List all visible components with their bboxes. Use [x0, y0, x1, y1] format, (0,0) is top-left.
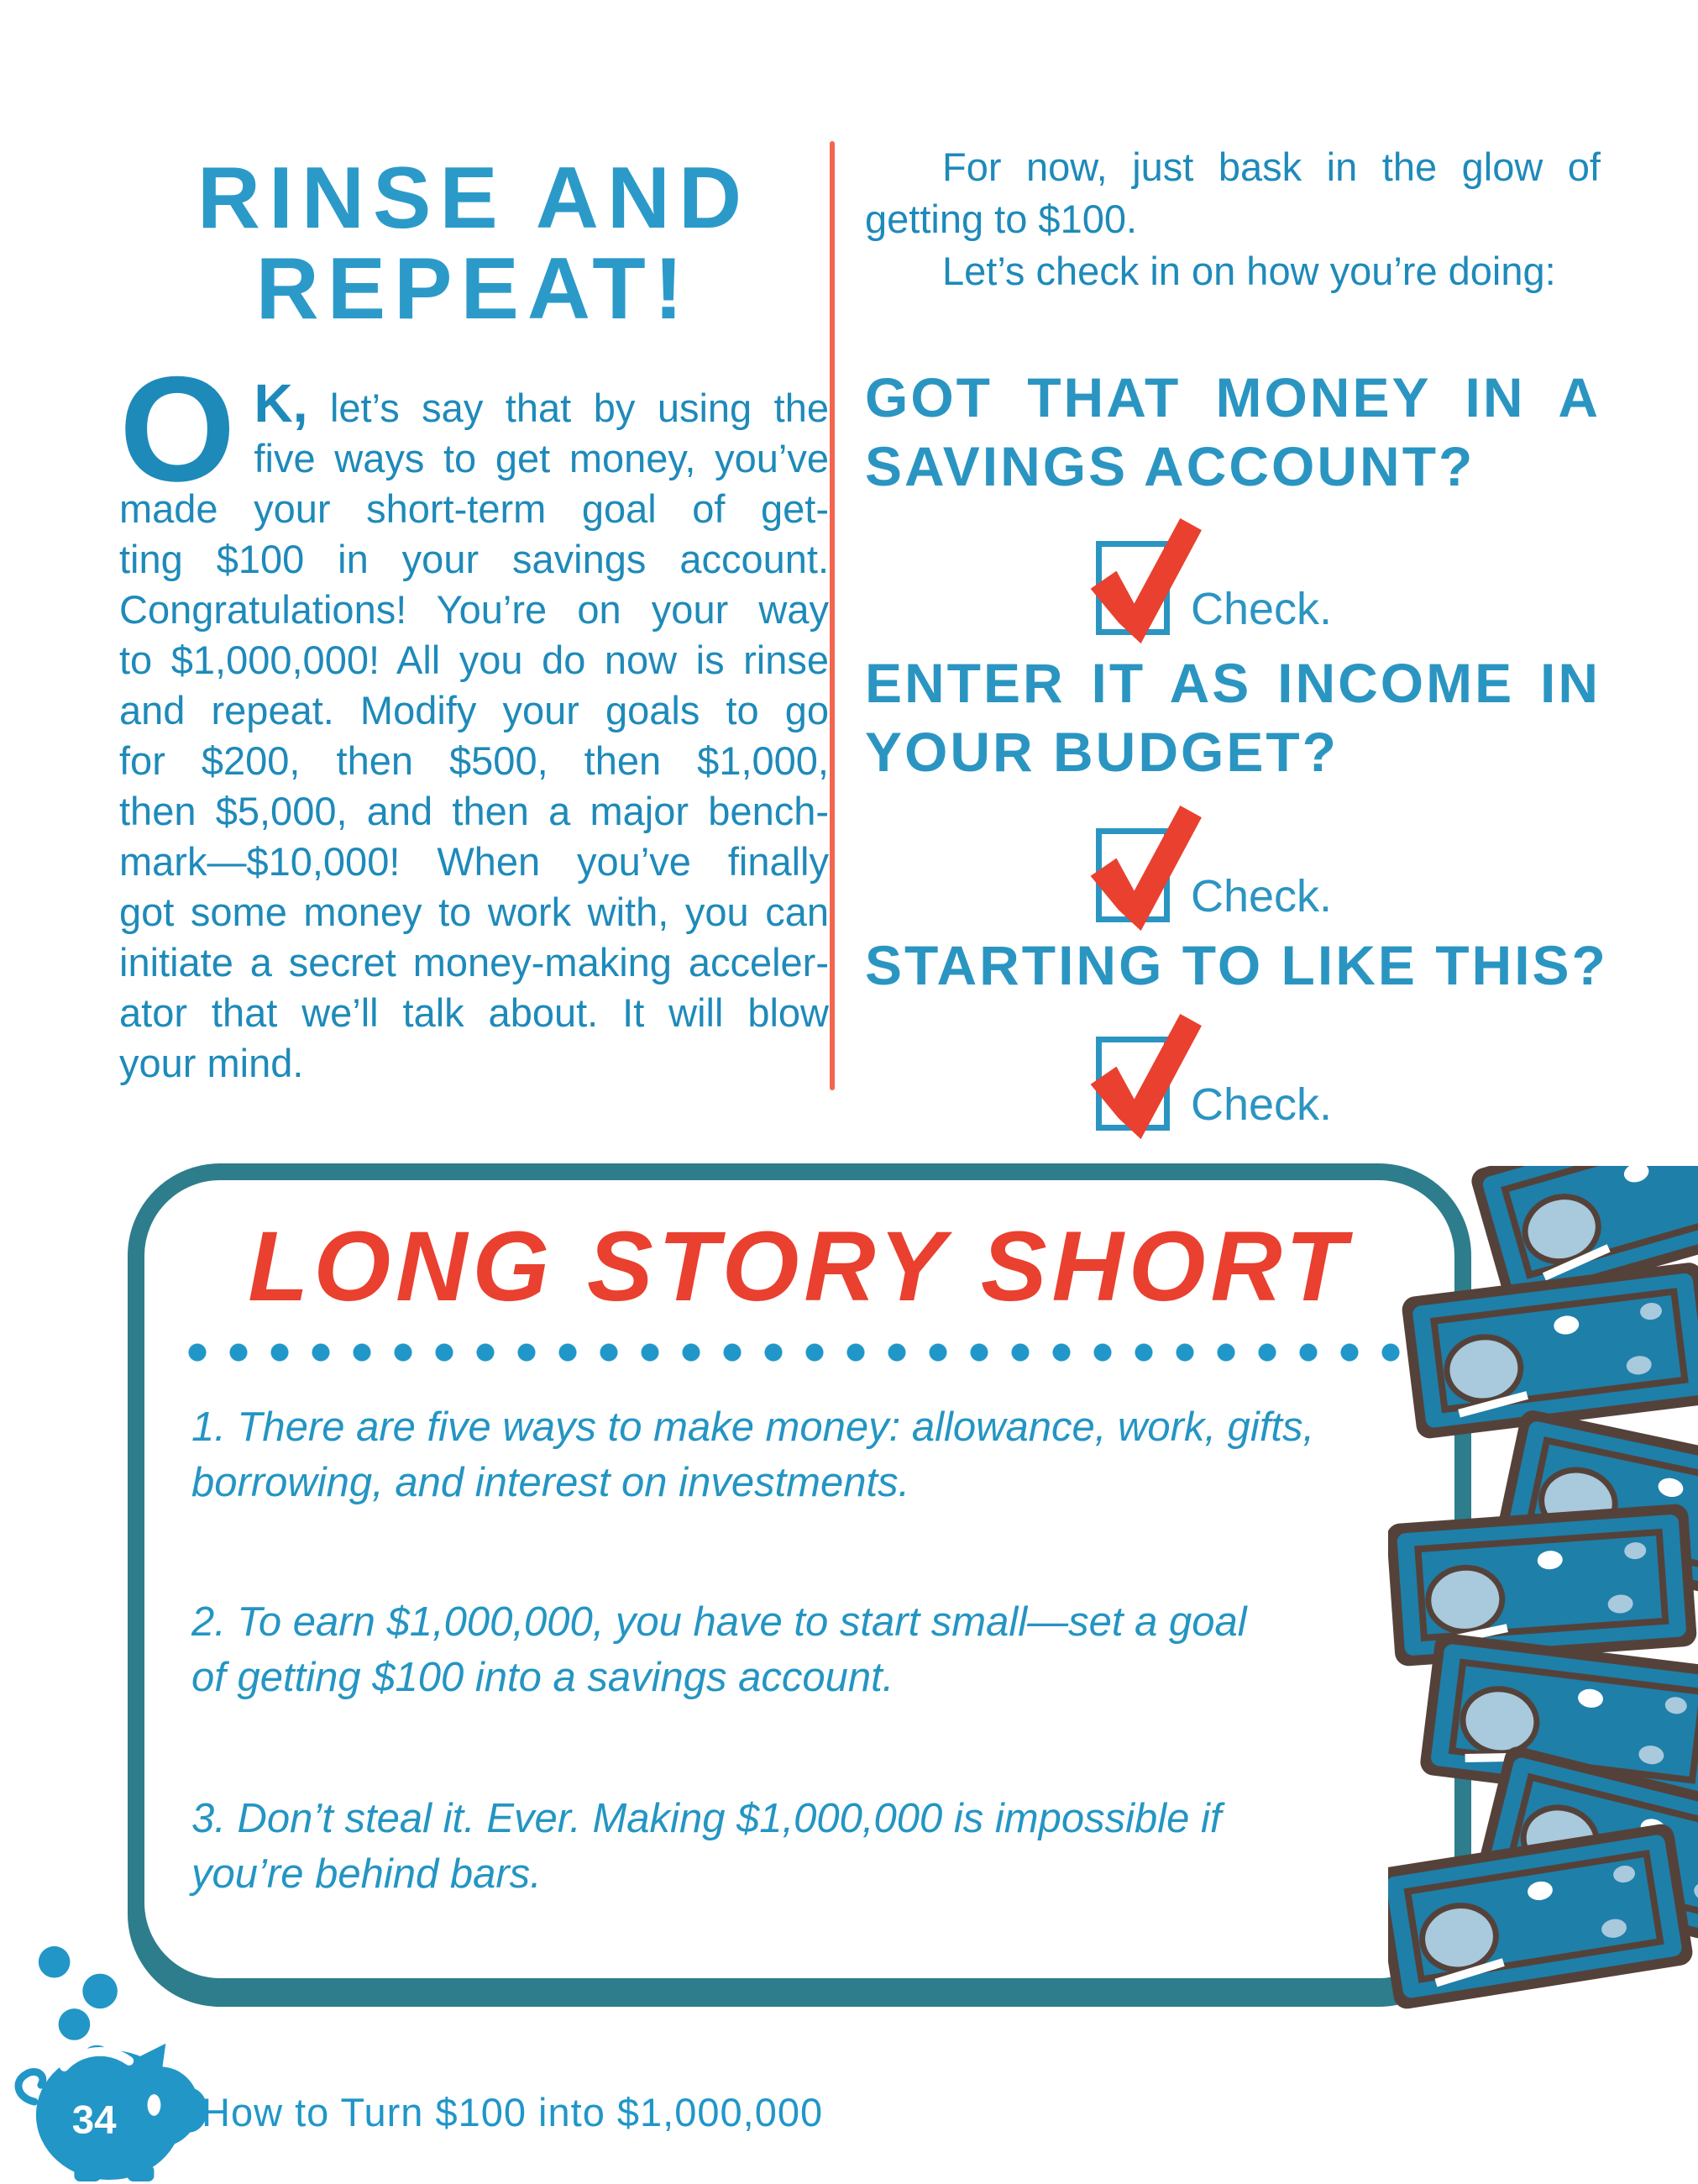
text-line: 1. There are five ways to make money: allowance, work, gifts, [191, 1404, 1315, 1450]
text-line: then $5,000, and then a major bench- [119, 789, 829, 833]
text-line: For now, just bask in the glow of [942, 144, 1601, 189]
checkmark-icon [1082, 1006, 1208, 1147]
summary-item-2 [191, 1594, 1401, 1705]
right-intro-paragraph [865, 141, 1601, 245]
text-line: borrowing, and interest on investments. [191, 1460, 910, 1505]
text-line: SAVINGS ACCOUNT? [865, 435, 1475, 497]
text-line: Congratulations! You’re on your way [119, 587, 829, 632]
text-line: made your short-term goal of get- [119, 486, 829, 531]
dotted-divider [188, 1342, 1423, 1362]
text-line: initiate a secret money-making acceler- [119, 940, 829, 984]
page-title [118, 150, 830, 338]
money-bills-art [1388, 1166, 1698, 2065]
text-line: of getting $100 into a savings account. [191, 1655, 894, 1700]
text-line: for $200, then $500, then $1,000, [119, 738, 829, 783]
check-row-like-this [865, 1006, 1453, 1153]
checklist-heading-savings [865, 363, 1601, 501]
text-line: ting $100 in your savings account. [119, 537, 829, 581]
page-title-line-1: RINSE AND RINSE AND [118, 153, 830, 244]
text-line: getting to $100. [865, 197, 1138, 241]
paragraph-body [119, 433, 829, 1089]
text-line: 3. Don’t steal it. Ever. Making $1,000,000 is impossible if [191, 1796, 1222, 1841]
check-label: Check. [1191, 1079, 1333, 1130]
text-line: YOUR BUDGET? [865, 721, 1339, 783]
text-line: ator that we’ll talk about. It will blow [119, 990, 829, 1035]
check-row-budget [865, 798, 1453, 945]
text-line: five ways to get money, you’ve [254, 436, 829, 480]
check-row-savings [865, 511, 1453, 658]
check-label: Check. [1191, 584, 1333, 634]
text-line: and repeat. Modify your goals to go [119, 688, 829, 732]
lead-letters: K, [254, 373, 308, 433]
first-line-text: let’s say that by using the [329, 386, 829, 430]
summary-box-title [128, 1211, 1471, 1322]
checkmark-icon [1082, 798, 1208, 939]
text-line: you’re behind bars. [191, 1851, 542, 1897]
summary-item-1 [191, 1399, 1401, 1510]
coin-icons [39, 1946, 118, 2040]
piggy-bank-icon [10, 1939, 207, 2184]
page-number: 34 [71, 2097, 117, 2143]
text-line: mark—$10,000! When you’ve finally [119, 839, 829, 884]
text-line: STARTING TO LIKE THIS? [865, 934, 1608, 996]
text-line: ENTER IT AS INCOME IN [865, 652, 1601, 714]
checkmark-icon [1082, 511, 1208, 652]
checklist-heading-budget [865, 648, 1601, 786]
checklist-heading-like-this [865, 931, 1608, 1000]
summary-title-text: LONG STORY SHORT LONG STORY SHORT [128, 1216, 1471, 1317]
column-divider [830, 141, 835, 1090]
text-line: your mind. [119, 1041, 304, 1085]
drop-cap: O [119, 345, 236, 512]
summary-item-3 [191, 1791, 1401, 1902]
text-line: got some money to work with, you can [119, 890, 829, 934]
page-title-line-2: REPEAT! REPEAT! [118, 244, 830, 334]
text-line: to $1,000,000! All you do now is rinse [119, 638, 829, 682]
right-intro-line3: Let’s check in on how you’re doing: [942, 249, 1556, 293]
footer-book-title: How to Turn $100 into $1,000,000 [202, 2090, 824, 2134]
text-line: GOT THAT MONEY IN A [865, 366, 1601, 428]
intro-paragraph [119, 345, 829, 1089]
check-label: Check. [1191, 871, 1333, 921]
text-line: 2. To earn $1,000,000, you have to start small—set a goal [191, 1599, 1247, 1645]
